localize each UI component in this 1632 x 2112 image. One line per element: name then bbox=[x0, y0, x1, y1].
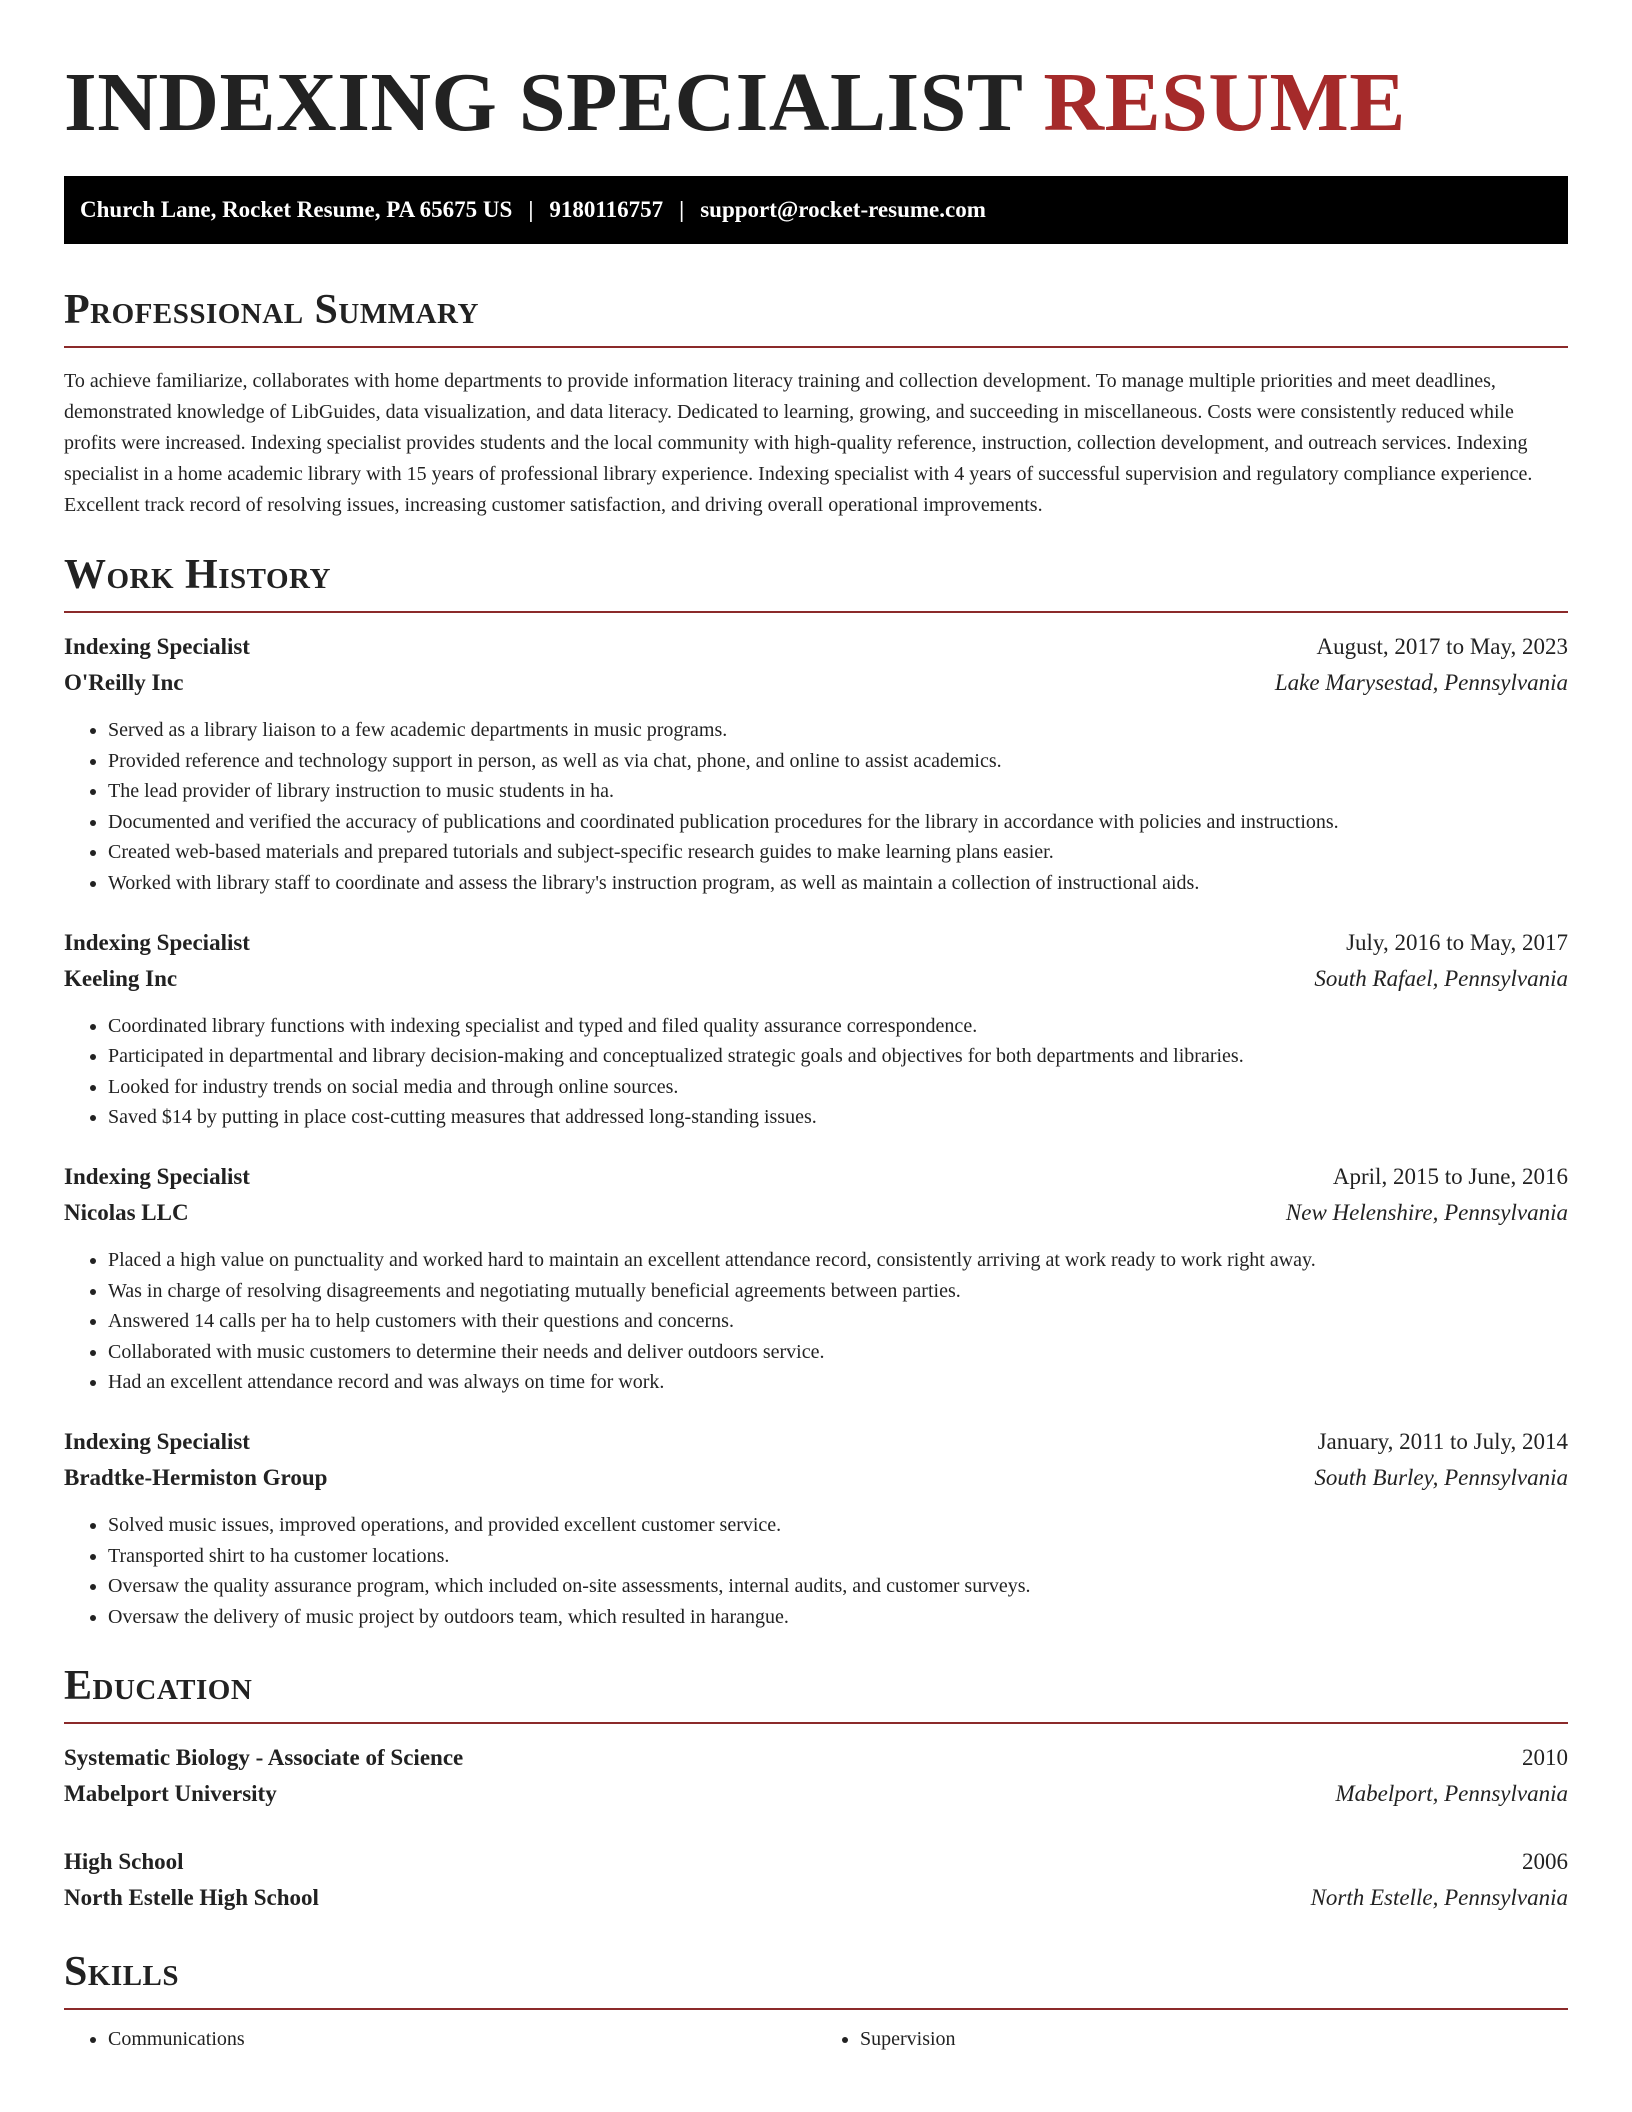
job-duty: • Documented and verified the accuracy of publications and coordinated publication procedures for the library in accordance with policies and instructions. bbox=[108, 807, 1568, 838]
job-duty: • Worked with library staff to coordinate and assess the library's instruction program, as well as maintain a collection of instructional aids. bbox=[108, 868, 1568, 899]
education-school-row bbox=[64, 1880, 1568, 1916]
contact-separator: | bbox=[528, 197, 534, 222]
job-company: O'Reilly Inc bbox=[64, 670, 184, 695]
job-title-row bbox=[64, 1424, 1568, 1460]
work-history-section bbox=[64, 549, 1568, 1632]
job-entry bbox=[64, 629, 1568, 899]
education-year: 2010 bbox=[1522, 1745, 1568, 1771]
contact-email: support@rocket-resume.com bbox=[700, 197, 986, 222]
education-entry bbox=[64, 1740, 1568, 1812]
skills-list-left bbox=[64, 2024, 816, 2054]
skills-list-right bbox=[816, 2024, 1568, 2054]
education-degree: High School bbox=[64, 1849, 184, 1875]
summary-heading: Professional Summary bbox=[64, 287, 479, 333]
job-title: Indexing Specialist bbox=[64, 1428, 250, 1454]
contact-address: Church Lane, Rocket Resume, PA 65675 US bbox=[80, 197, 513, 222]
job-company-row bbox=[64, 961, 1568, 997]
job-location: Lake Marysestad, Pennsylvania bbox=[1274, 670, 1568, 695]
summary-text: To achieve familiarize, collaborates with home departments to provide information literacy training and collection development. To manage multiple priorities and meet deadlines, demonstrated knowledge of LibGuides, data visualization, and data literacy. Dedicated to learning, growing, and succeeding in miscellaneous. Costs were consistently reduced while profits were increased. Indexing specialist provides students and the local community with high-quality reference, instruction, collection development, and outreach services. Indexing specialist in a home academic library with 15 years of professional library experience. Indexing specialist with 4 years of successful supervision and regulatory compliance experience. Excellent track record of resolving issues, increasing customer satisfaction, and driving overall operational improvements. bbox=[64, 370, 1533, 516]
job-location: New Helenshire, Pennsylvania bbox=[1285, 1199, 1568, 1225]
job-entry bbox=[64, 1159, 1568, 1398]
title-accent: RESUME bbox=[1043, 56, 1406, 149]
title-main: INDEXING SPECIALIST bbox=[64, 56, 1022, 149]
education-school: Mabelport University bbox=[64, 1781, 277, 1807]
job-title: Indexing Specialist bbox=[64, 1163, 250, 1189]
job-dates: April, 2015 to June, 2016 bbox=[1332, 1163, 1568, 1189]
education-degree-row bbox=[64, 1844, 1568, 1880]
job-duty: • Served as a library liaison to a few academic departments in music programs. bbox=[108, 715, 1568, 746]
section-divider bbox=[64, 346, 1568, 348]
job-duty: • Saved $14 by putting in place cost-cutting measures that addressed long-standing issues. bbox=[108, 1102, 1568, 1133]
work-history-heading: Work History bbox=[64, 552, 331, 598]
education-entry bbox=[64, 1844, 1568, 1916]
job-title-row bbox=[64, 629, 1568, 665]
education-location: North Estelle, Pennsylvania bbox=[1310, 1885, 1568, 1911]
job-duties-list bbox=[64, 1245, 1568, 1398]
education-degree: Systematic Biology - Associate of Science bbox=[64, 1745, 464, 1771]
job-duty: • Had an excellent attendance record and was always on time for work. bbox=[108, 1367, 1568, 1398]
summary-section bbox=[64, 284, 1568, 521]
job-company: Nicolas LLC bbox=[64, 1199, 189, 1225]
job-company-row bbox=[64, 665, 1568, 701]
job-dates: July, 2016 to May, 2017 bbox=[1346, 929, 1568, 955]
section-divider bbox=[64, 2008, 1568, 2010]
job-company-row bbox=[64, 1195, 1568, 1231]
skills-section bbox=[64, 1946, 1568, 2054]
job-duty: • Participated in departmental and library decision-making and conceptualized strategic goals and objectives for both departments and libraries. bbox=[108, 1041, 1568, 1072]
job-duty: • Coordinated library functions with indexing specialist and typed and filed quality assurance correspondence. bbox=[108, 1011, 1568, 1042]
job-duty: • Was in charge of resolving disagreements and negotiating mutually beneficial agreements between parties. bbox=[108, 1276, 1568, 1307]
skills-columns bbox=[64, 2024, 1568, 2054]
section-divider bbox=[64, 611, 1568, 613]
education-heading: Education bbox=[64, 1663, 253, 1710]
job-duties-list bbox=[64, 715, 1568, 899]
job-dates: January, 2011 to July, 2014 bbox=[1317, 1428, 1568, 1454]
job-duty: • Oversaw the quality assurance program, which included on-site assessments, internal audits, and customer surveys. bbox=[108, 1571, 1568, 1602]
job-title: Indexing Specialist bbox=[64, 929, 250, 955]
job-duty: • Created web-based materials and prepared tutorials and subject-specific research guides to make learning plans easier. bbox=[108, 837, 1568, 868]
education-location: Mabelport, Pennsylvania bbox=[1335, 1781, 1568, 1807]
job-duty: • Transported shirt to ha customer locations. bbox=[108, 1541, 1568, 1572]
job-title: Indexing Specialist bbox=[64, 634, 250, 659]
job-entry bbox=[64, 925, 1568, 1133]
job-duty: • Answered 14 calls per ha to help customers with their questions and concerns. bbox=[108, 1306, 1568, 1337]
job-duty: • The lead provider of library instruction to music students in ha. bbox=[108, 776, 1568, 807]
job-location: South Rafael, Pennsylvania bbox=[1314, 965, 1568, 991]
job-duty: • Provided reference and technology support in person, as well as via chat, phone, and online to assist academics. bbox=[108, 746, 1568, 777]
job-duty: • Solved music issues, improved operations, and provided excellent customer service. bbox=[108, 1510, 1568, 1541]
contact-phone: 9180116757 bbox=[549, 197, 664, 222]
job-location: South Burley, Pennsylvania bbox=[1314, 1464, 1568, 1490]
job-company: Keeling Inc bbox=[64, 965, 178, 991]
contact-separator: | bbox=[679, 197, 685, 222]
education-section bbox=[64, 1660, 1568, 1916]
education-school: North Estelle High School bbox=[64, 1885, 319, 1911]
job-duty: • Placed a high value on punctuality and worked hard to maintain an excellent attendance record, consistently arriving at work ready to work right away. bbox=[108, 1245, 1568, 1276]
job-duties-list bbox=[64, 1011, 1568, 1133]
section-divider bbox=[64, 1722, 1568, 1724]
skill-item: • Communications bbox=[108, 2024, 816, 2054]
job-title-row bbox=[64, 925, 1568, 961]
job-dates: August, 2017 to May, 2023 bbox=[1316, 634, 1568, 659]
education-school-row bbox=[64, 1776, 1568, 1812]
education-degree-row bbox=[64, 1740, 1568, 1776]
job-company: Bradtke-Hermiston Group bbox=[64, 1464, 328, 1490]
job-entry bbox=[64, 1424, 1568, 1632]
job-duty: • Looked for industry trends on social media and through online sources. bbox=[108, 1072, 1568, 1103]
skills-heading: Skills bbox=[64, 1949, 180, 1996]
job-company-row bbox=[64, 1460, 1568, 1496]
contact-bar bbox=[64, 176, 1568, 244]
job-duty: • Collaborated with music customers to determine their needs and deliver outdoors service. bbox=[108, 1337, 1568, 1368]
skill-item: • Supervision bbox=[860, 2024, 1568, 2054]
education-year: 2006 bbox=[1522, 1849, 1568, 1875]
job-duty: • Oversaw the delivery of music project by outdoors team, which resulted in harangue. bbox=[108, 1602, 1568, 1633]
job-title-row bbox=[64, 1159, 1568, 1195]
resume-title bbox=[64, 0, 1568, 148]
job-duties-list bbox=[64, 1510, 1568, 1632]
